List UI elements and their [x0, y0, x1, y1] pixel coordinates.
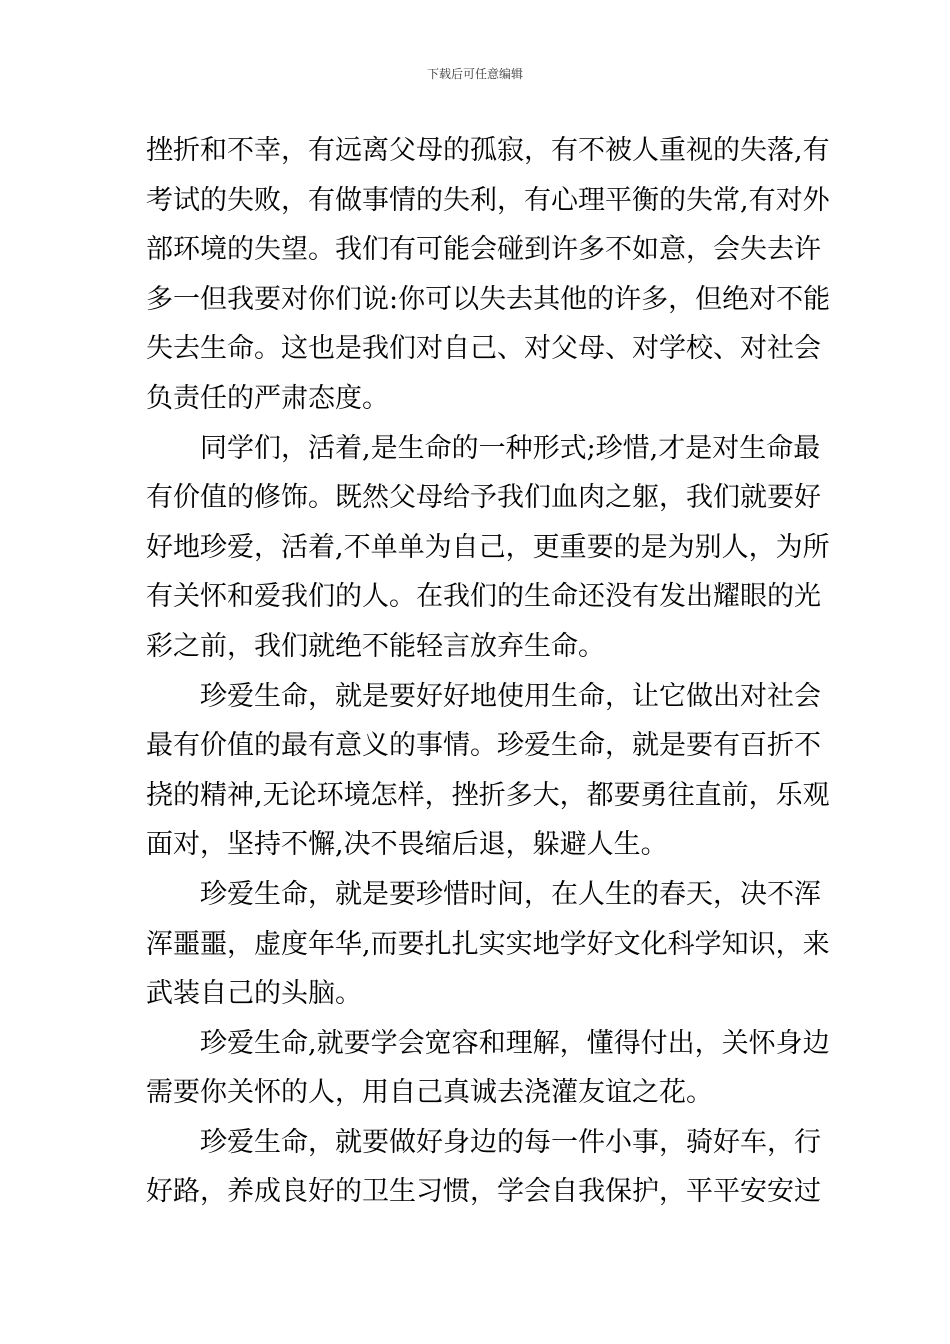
text-line: 有关怀和爱我们的人。在我们的生命还没有发出耀眼的光: [146, 581, 821, 613]
body-text: [146, 126, 831, 1217]
text-line: 失去生命。这也是我们对自己、对父母、对学校、对社会: [146, 333, 821, 365]
text-line: 最有价值的最有意义的事情。珍爱生命，就是要有百折不: [146, 730, 821, 762]
text-line: 需要你关怀的人，用自己真诚去浇灌友谊之花。: [146, 1077, 713, 1109]
text-line: 珍爱生命,就要学会宽容和理解，懂得付出，关怀身边: [200, 1027, 830, 1059]
paragraph: [146, 870, 830, 1019]
header-note: 下载后可任意编辑: [426, 67, 523, 81]
text-line: 面对，坚持不懈,决不畏缩后退，躲避人生。: [146, 829, 668, 861]
text-line: 好地珍爱，活着,不单单为自己，更重要的是为别人，为所: [146, 531, 830, 563]
text-line: 武装自己的头脑。: [146, 978, 362, 1010]
paragraph: [146, 672, 830, 870]
text-line: 多一但我要对你们说:你可以失去其他的许多，但绝对不能: [146, 283, 831, 315]
text-line: 浑噩噩，虚度年华,而要扎扎实实地学好文化科学知识，来: [146, 928, 830, 960]
text-line: 珍爱生命，就要做好身边的每一件小事，骑好车，行: [200, 1126, 821, 1158]
text-line: 有价值的修饰。既然父母给予我们血肉之躯，我们就要好: [146, 482, 821, 514]
text-line: 同学们，活着,是生命的一种形式;珍惜,才是对生命最: [200, 432, 821, 464]
text-line: 负责任的严肃态度。: [146, 382, 389, 414]
text-line: 挠的精神,无论环境怎样，挫折多大，都要勇往直前，乐观: [146, 779, 830, 811]
paragraph: [146, 126, 831, 424]
text-line: 部环境的失望。我们有可能会碰到许多不如意，会失去许: [146, 234, 821, 266]
paragraph: [146, 1019, 830, 1118]
text-line: 挫折和不幸，有远离父母的孤寂，有不被人重视的失落,有: [146, 135, 830, 166]
text-line: 珍爱生命，就是要珍惜时间，在人生的春天，决不浑: [200, 878, 821, 910]
text-line: 好路，养成良好的卫生习惯，学会自我保护，平平安安过: [146, 1176, 821, 1208]
paragraph: [146, 424, 830, 672]
paragraph: [146, 1118, 821, 1217]
text-line: 考试的失败，有做事情的失利，有心理平衡的失常,有对外: [146, 184, 830, 216]
text-line: 彩之前，我们就绝不能轻言放弃生命。: [146, 630, 605, 662]
text-line: 珍爱生命，就是要好好地使用生命，让它做出对社会: [200, 680, 821, 712]
